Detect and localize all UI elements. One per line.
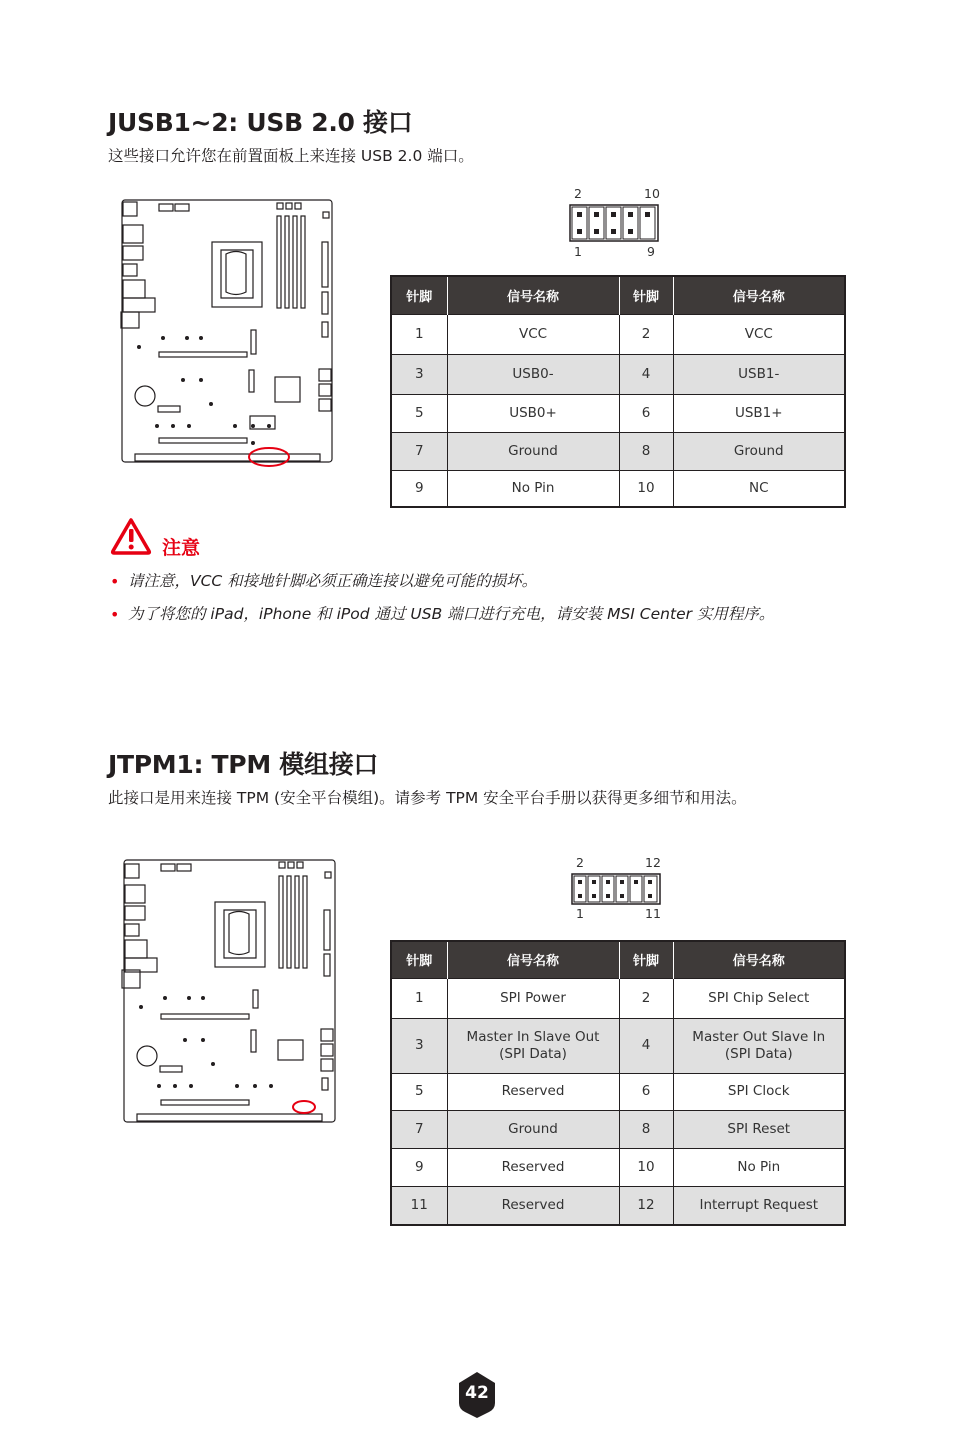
table-row: [391, 314, 845, 354]
table-cell: Master In Slave Out (SPI Data): [447, 1018, 619, 1073]
table-cell: 10: [619, 470, 673, 507]
tpm-pin-label-top-right: 12: [645, 855, 661, 870]
page-number: 42: [465, 1383, 489, 1403]
tpm-section-title: JTPM1: TPM 模组接口: [108, 750, 379, 779]
table-cell: 2: [619, 978, 673, 1018]
table-cell: 9: [391, 1148, 447, 1186]
table-row: [391, 470, 845, 507]
table-cell: 1: [391, 314, 447, 354]
table-cell: 4: [619, 1018, 673, 1073]
table-cell: Interrupt Request: [673, 1186, 845, 1225]
table-cell: 6: [619, 1073, 673, 1110]
table-cell: 5: [391, 1073, 447, 1110]
table-header-signal: 信号名称: [447, 941, 619, 978]
table-row: [391, 1110, 845, 1148]
table-row: [391, 1018, 845, 1073]
table-header-row: [391, 276, 845, 314]
table-cell: Ground: [447, 432, 619, 470]
tpm-pin-table: [390, 940, 846, 1226]
table-cell: Reserved: [447, 1186, 619, 1225]
table-row: [391, 978, 845, 1018]
table-cell: NC: [673, 470, 845, 507]
table-header-signal: 信号名称: [673, 276, 845, 314]
usb-section-description: 这些接口允许您在前置面板上来连接 USB 2.0 端口。: [108, 147, 474, 165]
table-cell: 5: [391, 394, 447, 432]
table-header-pin: 针脚: [391, 941, 447, 978]
table-row: [391, 432, 845, 470]
usb-pin-header-diagram: [569, 204, 659, 242]
table-header-row: [391, 941, 845, 978]
table-cell: SPI Clock: [673, 1073, 845, 1110]
table-cell: USB1-: [673, 354, 845, 394]
tpm-pin-label-bottom-right: 11: [645, 906, 661, 921]
tpm-pin-header-diagram: [571, 873, 661, 905]
table-header-pin: 针脚: [391, 276, 447, 314]
warning-icon: [110, 517, 152, 555]
table-cell: Reserved: [447, 1073, 619, 1110]
table-cell: SPI Reset: [673, 1110, 845, 1148]
table-cell: USB1+: [673, 394, 845, 432]
motherboard-diagram-usb: [115, 192, 340, 472]
notice-item-text: 为了将您的 iPad，iPhone 和 iPod 通过 USB 端口进行充电，请安装 MSI Center 实用程序。: [128, 605, 775, 623]
table-row: [391, 394, 845, 432]
table-cell: 6: [619, 394, 673, 432]
table-row: [391, 1148, 845, 1186]
table-row: [391, 354, 845, 394]
table-cell: SPI Chip Select: [673, 978, 845, 1018]
usb-pin-label-top-left: 2: [574, 186, 582, 201]
table-header-pin: 针脚: [619, 941, 673, 978]
table-cell: No Pin: [673, 1148, 845, 1186]
table-cell: USB0-: [447, 354, 619, 394]
tpm-pin-label-bottom-left: 1: [576, 906, 584, 921]
table-cell: USB0+: [447, 394, 619, 432]
table-cell: 1: [391, 978, 447, 1018]
table-cell: 11: [391, 1186, 447, 1225]
notice-item-text: 请注意，VCC 和接地针脚必须正确连接以避免可能的损坏。: [128, 572, 538, 590]
usb-pin-label-bottom-right: 9: [647, 244, 655, 259]
table-cell: 8: [619, 432, 673, 470]
table-cell: Master Out Slave In (SPI Data): [673, 1018, 845, 1073]
notice-list: [110, 570, 840, 636]
table-row: [391, 1186, 845, 1225]
table-header-signal: 信号名称: [673, 941, 845, 978]
table-cell: 9: [391, 470, 447, 507]
table-header-pin: 针脚: [619, 276, 673, 314]
bullet-icon: •: [110, 605, 120, 624]
table-cell: 4: [619, 354, 673, 394]
usb-pin-table: [390, 275, 846, 508]
table-cell: 7: [391, 1110, 447, 1148]
usb-section-title: JUSB1~2: USB 2.0 接口: [108, 108, 413, 137]
table-row: [391, 1073, 845, 1110]
table-cell: 8: [619, 1110, 673, 1148]
table-cell: 3: [391, 354, 447, 394]
table-cell: Ground: [447, 1110, 619, 1148]
notice-title: 注意: [162, 537, 201, 559]
list-item: [110, 570, 840, 593]
tpm-pin-label-top-left: 2: [576, 855, 584, 870]
table-cell: Reserved: [447, 1148, 619, 1186]
table-cell: 3: [391, 1018, 447, 1073]
table-cell: VCC: [673, 314, 845, 354]
table-cell: 12: [619, 1186, 673, 1225]
tpm-section-description: 此接口是用来连接 TPM (安全平台模组)。请参考 TPM 安全平台手册以获得更多细节和用法。: [108, 789, 747, 807]
usb-pin-label-top-right: 10: [644, 186, 660, 201]
table-cell: No Pin: [447, 470, 619, 507]
list-item: [110, 603, 840, 626]
table-cell: SPI Power: [447, 978, 619, 1018]
table-cell: 2: [619, 314, 673, 354]
usb-pin-label-bottom-left: 1: [574, 244, 582, 259]
table-cell: 7: [391, 432, 447, 470]
table-cell: Ground: [673, 432, 845, 470]
bullet-icon: •: [110, 572, 120, 591]
table-cell: VCC: [447, 314, 619, 354]
table-header-signal: 信号名称: [447, 276, 619, 314]
table-cell: 10: [619, 1148, 673, 1186]
motherboard-diagram-tpm: [117, 852, 342, 1132]
